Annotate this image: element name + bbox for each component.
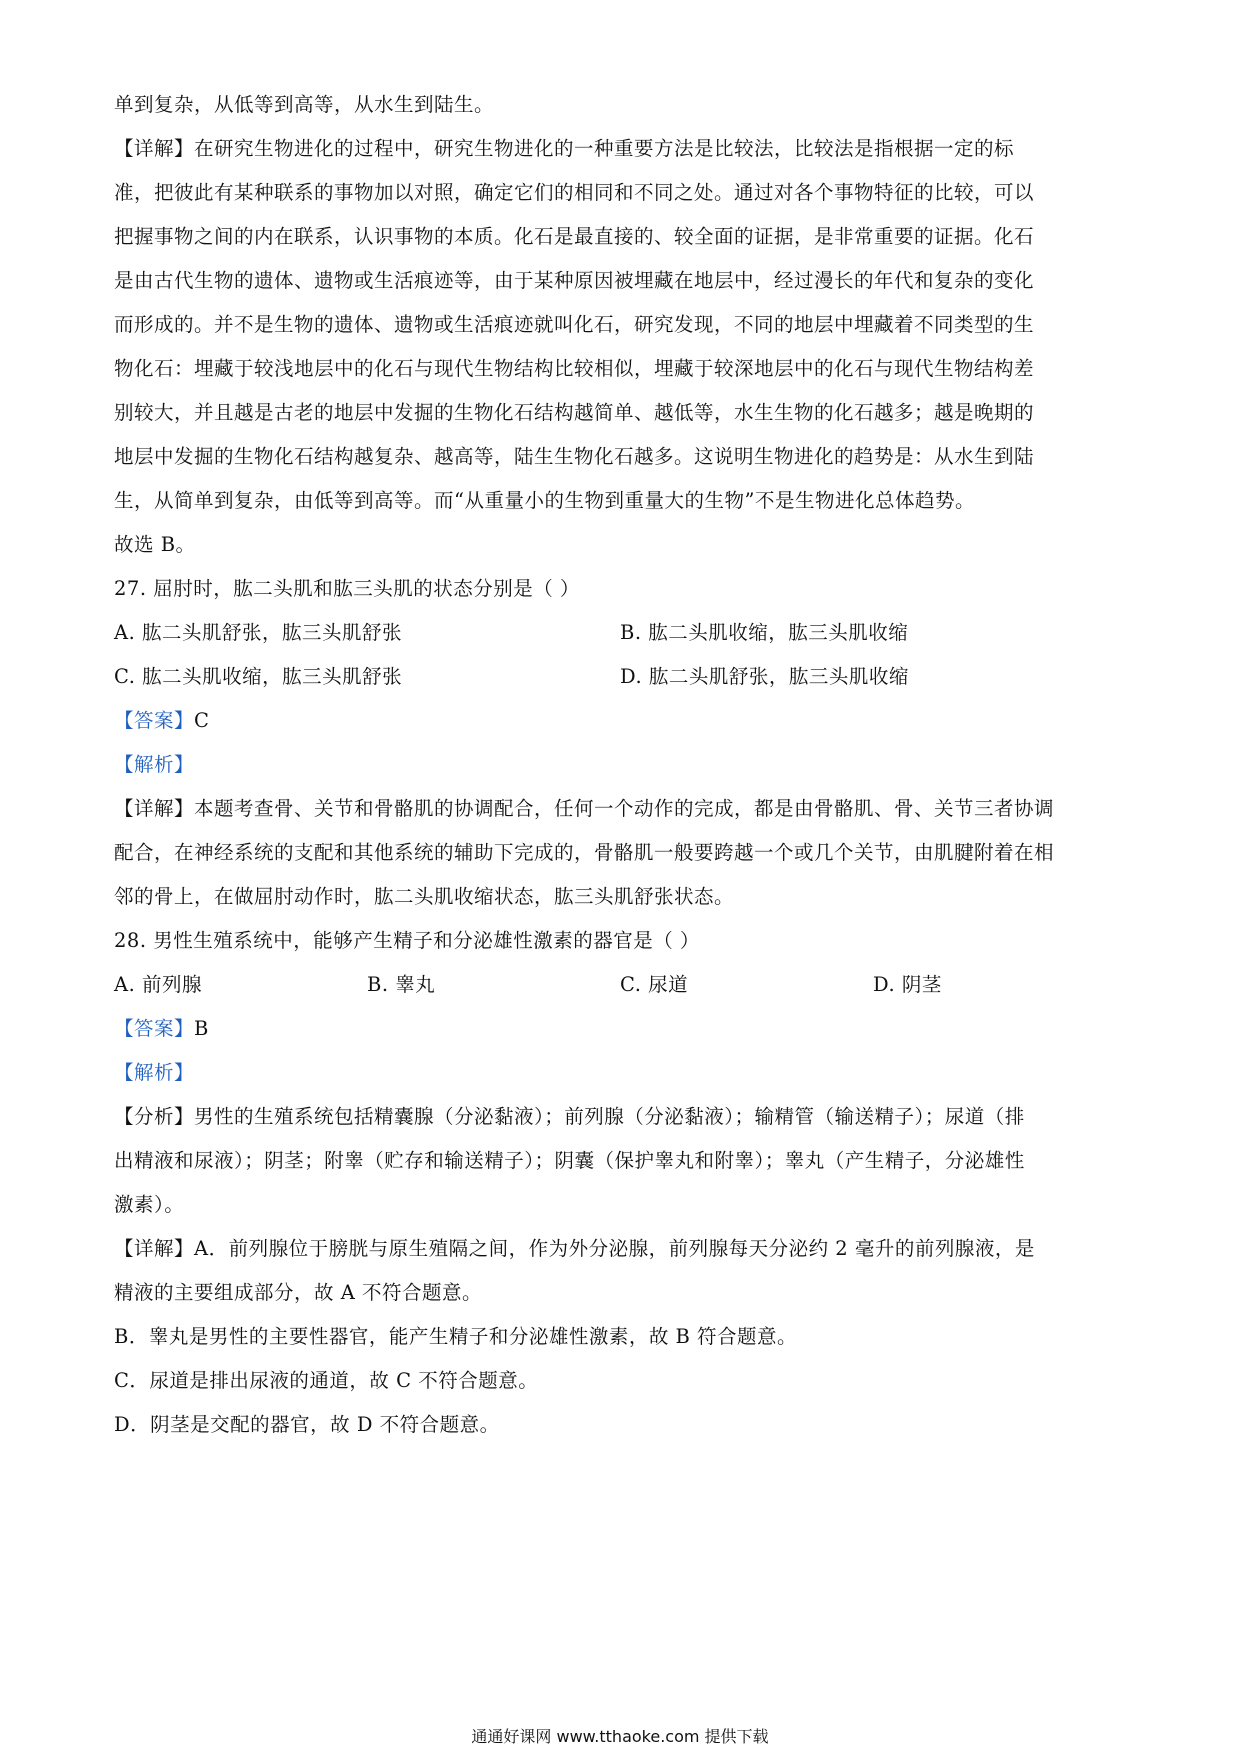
detail-tag: 【详解】 [114,1237,195,1260]
choice-conclusion: 故选 B。 [114,533,196,556]
paragraph-line: 激素）。 [114,1193,185,1216]
paragraph-line: 本题考查骨、关节和骨骼肌的协调配合，任何一个动作的完成，都是由骨骼肌、骨、关节三者协调 [194,797,1055,820]
question-27-option-a: A. 肱二头肌舒张，肱三头肌舒张 [114,621,402,644]
paragraph-line: 生，从简单到复杂，由低等到高等。而“从重量小的生物到重量大的生物”不是生物进化总体趋势。 [114,489,975,512]
detail-tag: 【详解】 [114,797,195,820]
paragraph-line: 把握事物之间的内在联系，认识事物的本质。化石是最直接的、较全面的证据，是非常重要的证据。化石 [114,225,1035,248]
analysis-tag: 【解析】 [114,753,195,776]
question-28-option-b: B. 睾丸 [367,973,436,996]
paragraph-line: 男性的生殖系统包括精囊腺（分泌黏液）；前列腺（分泌黏液）；输精管（输送精子）；尿道（排 [194,1105,1025,1128]
question-28-option-a: A. 前列腺 [114,973,202,996]
paragraph-line: 而形成的。并不是生物的遗体、遗物或生活痕迹就叫化石，研究发现，不同的地层中埋藏着不同类型的生 [114,313,1035,336]
answer-tag: 【答案】 [114,709,195,732]
page-footer[interactable]: 通通好课网 www.tthaoke.com 提供下载 [471,1727,769,1746]
detail-paragraph-first-line [114,134,1134,164]
question-28-analysis [114,1058,1134,1088]
question-28-stem: 28. 男性生殖系统中，能够产生精子和分泌雄性激素的器官是（ ） [114,929,700,952]
paragraph-line: 单到复杂，从低等到高等，从水生到陆生。 [114,93,495,116]
paragraph-line: 配合，在神经系统的支配和其他系统的辅助下完成的，骨骼肌一般要跨越一个或几个关节，由肌腱附着在相 [114,841,1055,864]
paragraph-line: 出精液和尿液）；阴茎；附睾（贮存和输送精子）；阴囊（保护睾丸和附睾）；睾丸（产生精子，分泌雄性 [114,1149,1025,1172]
question-28-detail-first-line [114,1234,1134,1264]
answer-tag: 【答案】 [114,1017,195,1040]
paragraph-line: 邻的骨上，在做屈肘动作时，肱二头肌收缩状态，肱三头肌舒张状态。 [114,885,735,908]
analysis-tag: 【解析】 [114,1061,195,1084]
question-28-answer [114,1014,1134,1044]
paragraph-line: D．阴茎是交配的器官，故 D 不符合题意。 [114,1413,500,1436]
question-27-detail-first-line [114,794,1134,824]
paragraph-line: A．前列腺位于膀胱与原生殖隔之间，作为外分泌腺，前列腺每天分泌约 2 毫升的前列腺液，是 [194,1237,1035,1260]
detail-tag: 【详解】 [114,137,195,160]
question-28-fenxi-first-line [114,1102,1134,1132]
paragraph-line: 物化石：埋藏于较浅地层中的化石与现代生物结构比较相似，埋藏于较深地层中的化石与现代生物结构差 [114,357,1035,380]
paragraph-line: B．睾丸是男性的主要性器官，能产生精子和分泌雄性激素，故 B 符合题意。 [114,1325,798,1348]
paragraph-line: C．尿道是排出尿液的通道，故 C 不符合题意。 [114,1369,539,1392]
question-27-answer [114,706,1134,736]
paragraph-line: 在研究生物进化的过程中，研究生物进化的一种重要方法是比较法，比较法是指根据一定的标 [194,137,1015,160]
answer-value: C [194,709,210,732]
question-28-option-c: C. 尿道 [620,973,689,996]
question-27-option-b: B. 肱二头肌收缩，肱三头肌收缩 [620,621,909,644]
paragraph-line: 别较大，并且越是古老的地层中发掘的生物化石结构越简单、越低等，水生生物的化石越多；越是晚期的 [114,401,1035,424]
question-27-option-c: C. 肱二头肌收缩，肱三头肌舒张 [114,665,403,688]
question-27-analysis [114,750,1134,780]
paragraph-line: 地层中发掘的生物化石结构越复杂、越高等，陆生生物化石越多。这说明生物进化的趋势是：从水生到陆 [114,445,1035,468]
paragraph-line: 准，把彼此有某种联系的事物加以对照，确定它们的相同和不同之处。通过对各个事物特征的比较，可以 [114,181,1035,204]
paragraph-line: 是由古代生物的遗体、遗物或生活痕迹等，由于某种原因被埋藏在地层中，经过漫长的年代和复杂的变化 [114,269,1035,292]
fenxi-tag: 【分析】 [114,1105,195,1128]
question-28-option-d: D. 阴茎 [873,973,942,996]
paragraph-line: 精液的主要组成部分，故 A 不符合题意。 [114,1281,482,1304]
question-27-option-d: D. 肱二头肌舒张，肱三头肌收缩 [620,665,909,688]
answer-value: B [194,1017,209,1040]
question-27-stem: 27. 屈肘时，肱二头肌和肱三头肌的状态分别是（ ） [114,577,580,600]
